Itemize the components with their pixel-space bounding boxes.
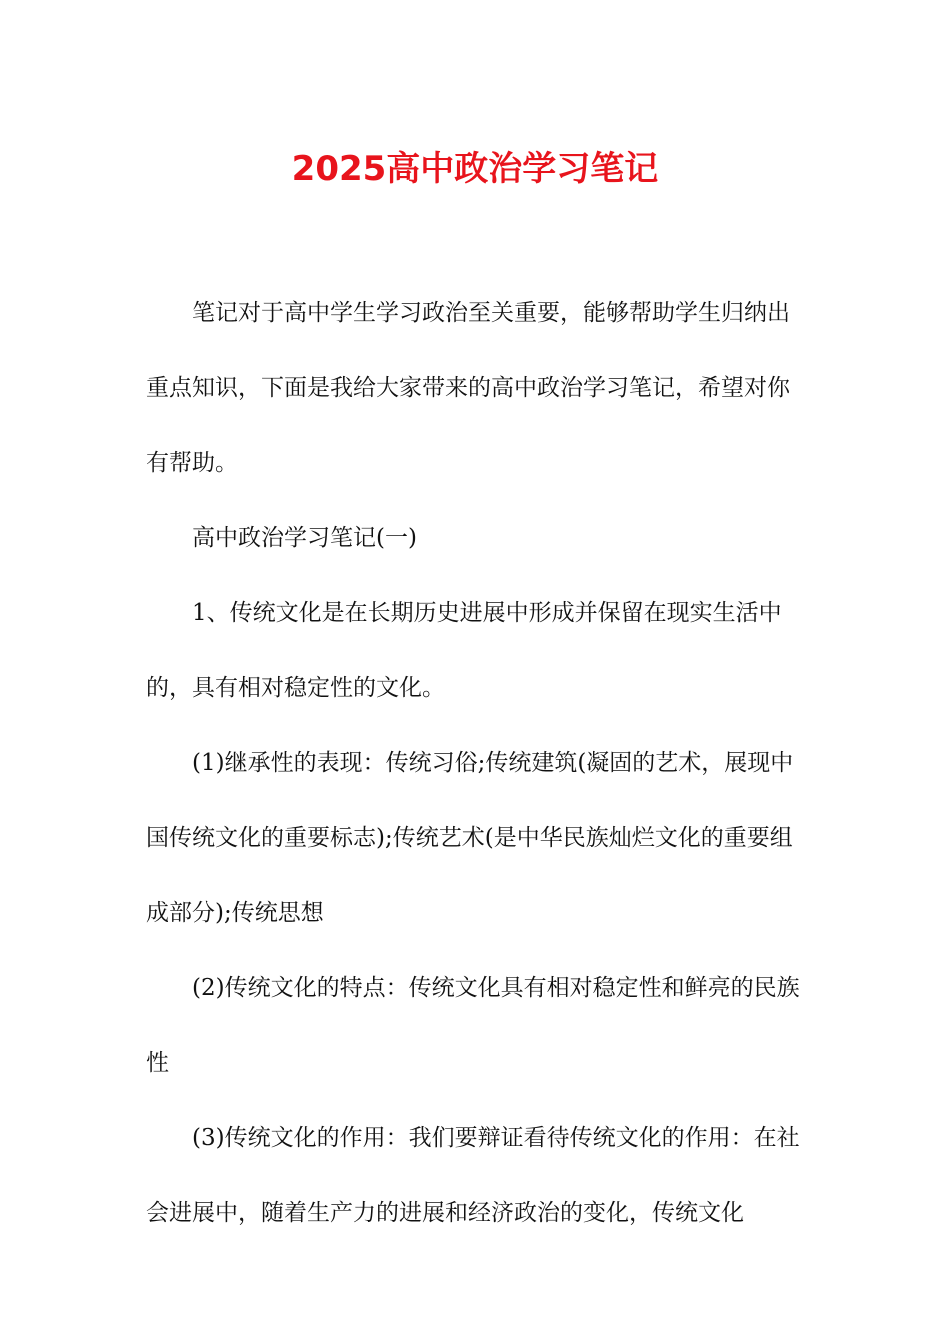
section-heading: 高中政治学习笔记(一) bbox=[192, 525, 417, 551]
point-1-sub-2-paragraph: (2)传统文化的特点：传统文化具有相对稳定性和鲜亮的民族性 bbox=[146, 975, 800, 1076]
point-1-sub-1-paragraph: (1)继承性的表现：传统习俗;传统建筑(凝固的艺术，展现中国传统文化的重要标志);传统艺术(是中华民族灿烂文化的重要组成部分);传统思想 bbox=[146, 750, 794, 926]
document-body bbox=[146, 276, 806, 1251]
document-title: 2025高中政治学习笔记 bbox=[291, 149, 659, 189]
point-1-sub-3-paragraph: (3)传统文化的作用：我们要辩证看待传统文化的作用：在社会进展中，随着生产力的进展和经济政治的变化，传统文化 bbox=[146, 1125, 800, 1226]
point-1-paragraph: 1、传统文化是在长期历史进展中形成并保留在现实生活中的，具有相对稳定性的文化。 bbox=[146, 600, 782, 701]
intro-paragraph: 笔记对于高中学生学习政治至关重要，能够帮助学生归纳出重点知识，下面是我给大家带来的高中政治学习笔记，希望对你有帮助。 bbox=[146, 300, 790, 476]
